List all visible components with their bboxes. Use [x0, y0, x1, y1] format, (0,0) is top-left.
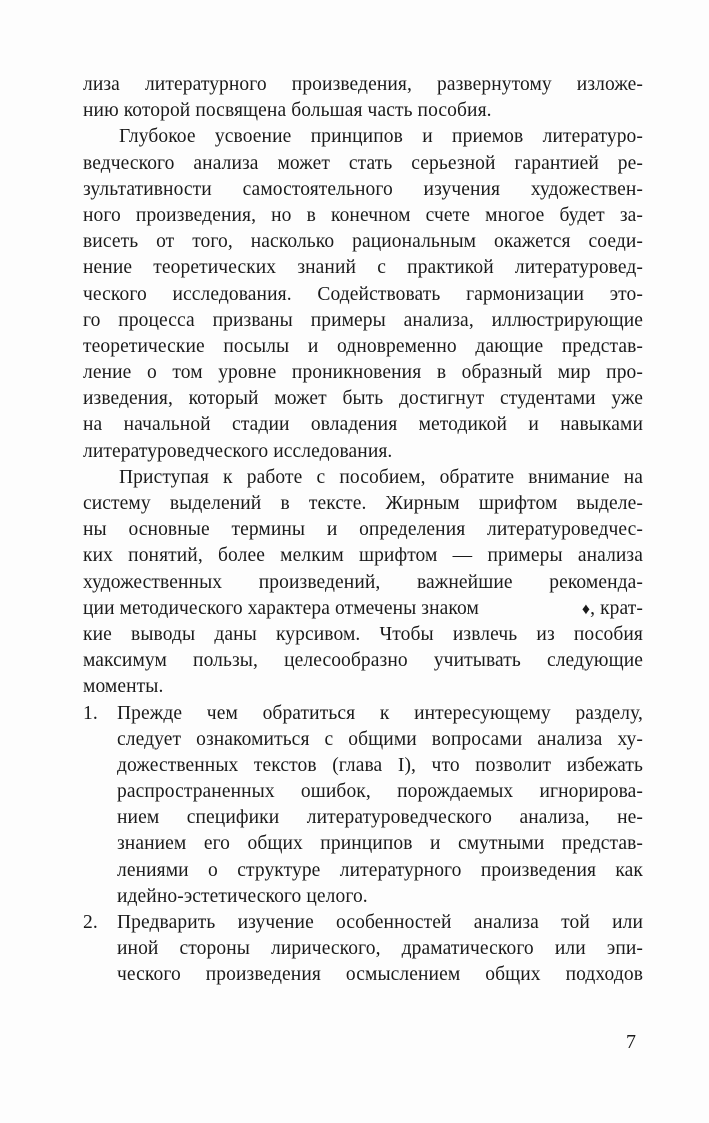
text-line: ческого исследования. Содействовать гармонизации это-	[83, 283, 643, 305]
text-line: кие выводы даны курсивом. Чтобы извлечь из пособия	[83, 623, 643, 645]
page-number: 7	[626, 1031, 636, 1053]
text-line: максимум пользы, целесообразно учитывать следующие	[83, 650, 643, 672]
text-line: ление о том уровне проникновения в образный мир про-	[83, 362, 643, 384]
text-line: нием специфики литературоведческого анализа, не-	[117, 807, 643, 829]
text-line: лиза литературного произведения, развернутому изложе-	[83, 74, 643, 95]
list-item-text: Предварить изучение особенностей анализа той или	[117, 912, 643, 933]
text-line: висеть от того, насколько рациональным окажется соеди-	[83, 231, 643, 253]
text-line: знанием его общих принципов и смутными представ-	[117, 833, 643, 855]
text-line: художественных произведений, важнейшие рекоменда-	[83, 571, 643, 593]
paragraph-start-line: Приступая к работе с пособием, обратите внимание на	[119, 466, 643, 488]
page-text	[83, 72, 643, 989]
list-item-text: Прежде чем обратиться к интересующему разделу,	[117, 702, 643, 724]
text-line: теоретические посылы и одновременно дающие представ-	[83, 335, 643, 357]
paragraph-start-line: Глубокое усвоение принципов и приемов литературо-	[119, 126, 643, 148]
list-marker: 2.	[83, 912, 98, 933]
text-line: систему выделений в тексте. Жирным шрифтом выделе-	[83, 493, 643, 514]
text-line: ких понятий, более мелким шрифтом — примеры анализа	[83, 545, 643, 567]
diamond-icon: ♦	[581, 600, 591, 618]
list-marker: 1.	[83, 702, 98, 724]
text-line: следует ознакомиться с общими вопросами анализа ху-	[117, 728, 643, 750]
list-item-2-line	[83, 910, 643, 936]
text-line: ведческого анализа может стать серьезной гарантией ре-	[83, 152, 643, 174]
text-line: нию которой посвящена большая часть пособия.	[83, 100, 492, 122]
text-line: иной стороны лирического, драматического или эпи-	[117, 938, 643, 960]
text-line-with-diamond	[83, 596, 643, 622]
text-line: зультативности самостоятельного изучения художествен-	[83, 178, 643, 200]
diamond-marker	[582, 596, 643, 622]
text-line: идейно-эстетического целого.	[117, 885, 368, 907]
text-line: ного произведения, но в конечном счете многое будет за-	[83, 204, 643, 226]
text-line: лениями о структуре литературного произведения как	[117, 859, 643, 881]
text-line: изведения, который может быть достигнут студентами уже	[83, 388, 643, 410]
text-line-part: , крат-	[590, 597, 643, 619]
text-line: го процесса призваны примеры анализа, иллюстрирующие	[83, 309, 643, 331]
text-line: на начальной стадии овладения методикой и навыками	[83, 414, 643, 436]
text-line-part: ции методического характера отмечены знаком	[83, 597, 479, 619]
text-line: ны основные термины и определения литературоведчес-	[83, 519, 643, 541]
text-line: литературоведческого исследования.	[83, 440, 393, 462]
list-item-1-line	[83, 701, 643, 727]
text-line: дожественных текстов (глава I), что позволит избежать	[117, 754, 643, 776]
text-line: ческого произведения осмыслением общих подходов	[117, 964, 643, 986]
text-line: моменты.	[83, 676, 164, 698]
text-line: распространенных ошибок, порождаемых игнорирова-	[117, 781, 643, 803]
text-line: нение теоретических знаний с практикой литературовед-	[83, 257, 643, 279]
